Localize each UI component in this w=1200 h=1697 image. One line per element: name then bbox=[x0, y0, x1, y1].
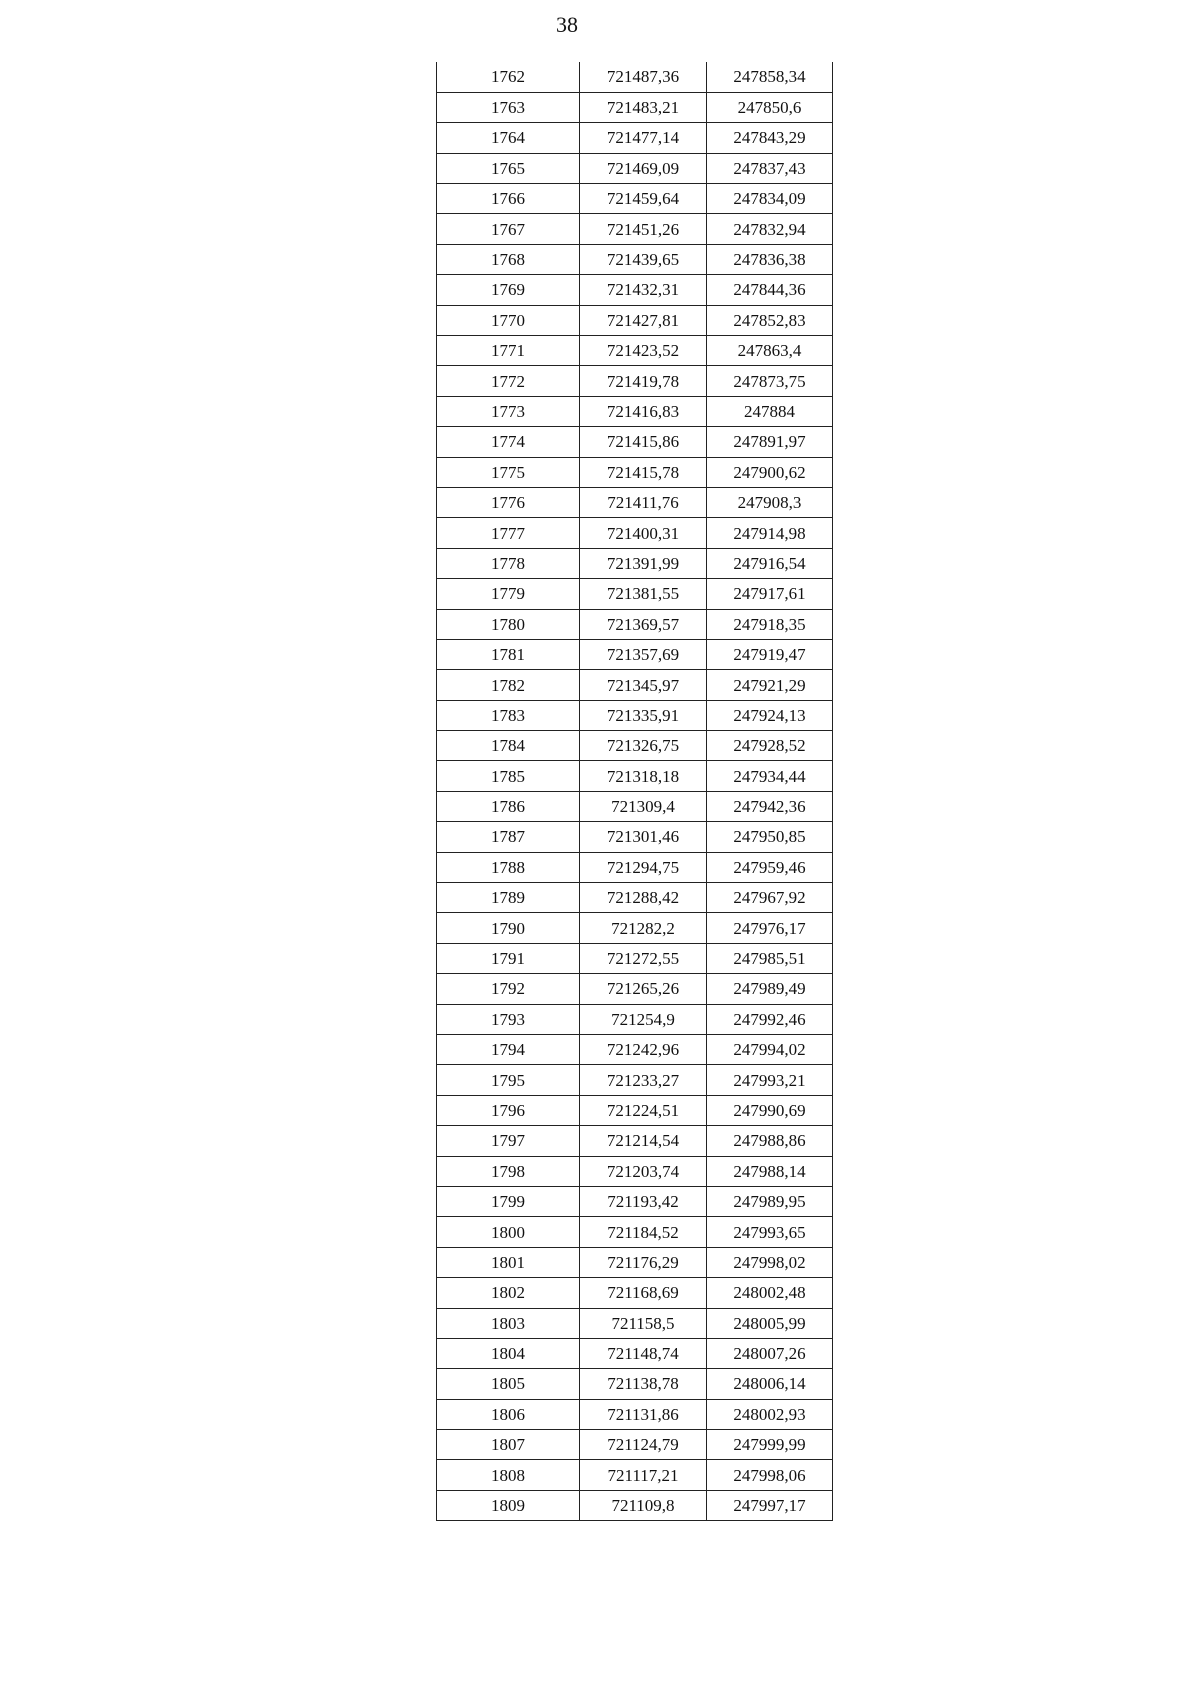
table-row bbox=[437, 609, 833, 639]
table-row bbox=[437, 852, 833, 882]
point-number-cell: 1769 bbox=[437, 275, 580, 305]
y-coordinate-cell: 247908,3 bbox=[707, 487, 833, 517]
table-row bbox=[437, 791, 833, 821]
y-coordinate-cell: 247852,83 bbox=[707, 305, 833, 335]
table-row bbox=[437, 822, 833, 852]
table-row bbox=[437, 427, 833, 457]
y-coordinate-cell: 248007,26 bbox=[707, 1338, 833, 1368]
y-coordinate-cell: 248006,14 bbox=[707, 1369, 833, 1399]
point-number-cell: 1768 bbox=[437, 244, 580, 274]
x-coordinate-cell: 721254,9 bbox=[580, 1004, 707, 1034]
point-number-cell: 1781 bbox=[437, 639, 580, 669]
y-coordinate-cell: 247919,47 bbox=[707, 639, 833, 669]
point-number-cell: 1808 bbox=[437, 1460, 580, 1490]
y-coordinate-cell: 247843,29 bbox=[707, 123, 833, 153]
point-number-cell: 1773 bbox=[437, 396, 580, 426]
y-coordinate-cell: 247999,99 bbox=[707, 1430, 833, 1460]
point-number-cell: 1785 bbox=[437, 761, 580, 791]
y-coordinate-cell: 247934,44 bbox=[707, 761, 833, 791]
table-row bbox=[437, 396, 833, 426]
table-row bbox=[437, 913, 833, 943]
y-coordinate-cell: 247863,4 bbox=[707, 336, 833, 366]
table-row bbox=[437, 123, 833, 153]
point-number-cell: 1801 bbox=[437, 1247, 580, 1277]
point-number-cell: 1774 bbox=[437, 427, 580, 457]
y-coordinate-cell: 247998,02 bbox=[707, 1247, 833, 1277]
x-coordinate-cell: 721131,86 bbox=[580, 1399, 707, 1429]
table-row bbox=[437, 1156, 833, 1186]
point-number-cell: 1763 bbox=[437, 92, 580, 122]
table-row bbox=[437, 1338, 833, 1368]
y-coordinate-cell: 247998,06 bbox=[707, 1460, 833, 1490]
y-coordinate-cell: 248002,93 bbox=[707, 1399, 833, 1429]
table-row bbox=[437, 244, 833, 274]
point-number-cell: 1779 bbox=[437, 579, 580, 609]
x-coordinate-cell: 721214,54 bbox=[580, 1126, 707, 1156]
table-row bbox=[437, 487, 833, 517]
x-coordinate-cell: 721432,31 bbox=[580, 275, 707, 305]
x-coordinate-cell: 721423,52 bbox=[580, 336, 707, 366]
point-number-cell: 1786 bbox=[437, 791, 580, 821]
x-coordinate-cell: 721138,78 bbox=[580, 1369, 707, 1399]
table-row bbox=[437, 184, 833, 214]
x-coordinate-cell: 721369,57 bbox=[580, 609, 707, 639]
table-row bbox=[437, 366, 833, 396]
table-row bbox=[437, 1430, 833, 1460]
y-coordinate-cell: 247884 bbox=[707, 396, 833, 426]
table-row bbox=[437, 639, 833, 669]
y-coordinate-cell: 247992,46 bbox=[707, 1004, 833, 1034]
x-coordinate-cell: 721318,18 bbox=[580, 761, 707, 791]
point-number-cell: 1762 bbox=[437, 62, 580, 92]
y-coordinate-cell: 248002,48 bbox=[707, 1278, 833, 1308]
y-coordinate-cell: 247994,02 bbox=[707, 1035, 833, 1065]
point-number-cell: 1795 bbox=[437, 1065, 580, 1095]
table-row bbox=[437, 579, 833, 609]
x-coordinate-cell: 721381,55 bbox=[580, 579, 707, 609]
x-coordinate-cell: 721335,91 bbox=[580, 700, 707, 730]
point-number-cell: 1792 bbox=[437, 974, 580, 1004]
table-row bbox=[437, 1490, 833, 1520]
table-row bbox=[437, 943, 833, 973]
table-row bbox=[437, 214, 833, 244]
x-coordinate-cell: 721439,65 bbox=[580, 244, 707, 274]
point-number-cell: 1798 bbox=[437, 1156, 580, 1186]
x-coordinate-cell: 721242,96 bbox=[580, 1035, 707, 1065]
x-coordinate-cell: 721184,52 bbox=[580, 1217, 707, 1247]
table-row bbox=[437, 1065, 833, 1095]
table-row bbox=[437, 92, 833, 122]
y-coordinate-cell: 247989,95 bbox=[707, 1186, 833, 1216]
point-number-cell: 1767 bbox=[437, 214, 580, 244]
point-number-cell: 1789 bbox=[437, 883, 580, 913]
y-coordinate-cell: 247900,62 bbox=[707, 457, 833, 487]
point-number-cell: 1784 bbox=[437, 731, 580, 761]
y-coordinate-cell: 247950,85 bbox=[707, 822, 833, 852]
x-coordinate-cell: 721176,29 bbox=[580, 1247, 707, 1277]
x-coordinate-cell: 721233,27 bbox=[580, 1065, 707, 1095]
x-coordinate-cell: 721203,74 bbox=[580, 1156, 707, 1186]
table-row bbox=[437, 518, 833, 548]
point-number-cell: 1777 bbox=[437, 518, 580, 548]
point-number-cell: 1804 bbox=[437, 1338, 580, 1368]
x-coordinate-cell: 721301,46 bbox=[580, 822, 707, 852]
coordinates-table bbox=[436, 62, 833, 1521]
table-row bbox=[437, 883, 833, 913]
x-coordinate-cell: 721148,74 bbox=[580, 1338, 707, 1368]
y-coordinate-cell: 247924,13 bbox=[707, 700, 833, 730]
table-row bbox=[437, 62, 833, 92]
table-row bbox=[437, 153, 833, 183]
table-row bbox=[437, 1004, 833, 1034]
y-coordinate-cell: 247928,52 bbox=[707, 731, 833, 761]
x-coordinate-cell: 721487,36 bbox=[580, 62, 707, 92]
table-row bbox=[437, 731, 833, 761]
y-coordinate-cell: 247836,38 bbox=[707, 244, 833, 274]
table-row bbox=[437, 1278, 833, 1308]
x-coordinate-cell: 721309,4 bbox=[580, 791, 707, 821]
x-coordinate-cell: 721117,21 bbox=[580, 1460, 707, 1490]
point-number-cell: 1783 bbox=[437, 700, 580, 730]
point-number-cell: 1806 bbox=[437, 1399, 580, 1429]
x-coordinate-cell: 721345,97 bbox=[580, 670, 707, 700]
y-coordinate-cell: 247988,14 bbox=[707, 1156, 833, 1186]
point-number-cell: 1803 bbox=[437, 1308, 580, 1338]
x-coordinate-cell: 721288,42 bbox=[580, 883, 707, 913]
y-coordinate-cell: 247959,46 bbox=[707, 852, 833, 882]
point-number-cell: 1790 bbox=[437, 913, 580, 943]
x-coordinate-cell: 721400,31 bbox=[580, 518, 707, 548]
point-number-cell: 1796 bbox=[437, 1095, 580, 1125]
y-coordinate-cell: 247837,43 bbox=[707, 153, 833, 183]
point-number-cell: 1780 bbox=[437, 609, 580, 639]
x-coordinate-cell: 721391,99 bbox=[580, 548, 707, 578]
point-number-cell: 1802 bbox=[437, 1278, 580, 1308]
point-number-cell: 1809 bbox=[437, 1490, 580, 1520]
point-number-cell: 1787 bbox=[437, 822, 580, 852]
y-coordinate-cell: 247976,17 bbox=[707, 913, 833, 943]
x-coordinate-cell: 721109,8 bbox=[580, 1490, 707, 1520]
y-coordinate-cell: 247993,65 bbox=[707, 1217, 833, 1247]
y-coordinate-cell: 247967,92 bbox=[707, 883, 833, 913]
x-coordinate-cell: 721411,76 bbox=[580, 487, 707, 517]
table-row bbox=[437, 336, 833, 366]
table-row bbox=[437, 700, 833, 730]
table-row bbox=[437, 548, 833, 578]
point-number-cell: 1772 bbox=[437, 366, 580, 396]
point-number-cell: 1778 bbox=[437, 548, 580, 578]
point-number-cell: 1764 bbox=[437, 123, 580, 153]
table-row bbox=[437, 275, 833, 305]
y-coordinate-cell: 247832,94 bbox=[707, 214, 833, 244]
y-coordinate-cell: 247858,34 bbox=[707, 62, 833, 92]
x-coordinate-cell: 721415,86 bbox=[580, 427, 707, 457]
x-coordinate-cell: 721415,78 bbox=[580, 457, 707, 487]
x-coordinate-cell: 721193,42 bbox=[580, 1186, 707, 1216]
x-coordinate-cell: 721124,79 bbox=[580, 1430, 707, 1460]
page-number: 38 bbox=[556, 12, 578, 37]
point-number-cell: 1782 bbox=[437, 670, 580, 700]
y-coordinate-cell: 247942,36 bbox=[707, 791, 833, 821]
table-row bbox=[437, 1399, 833, 1429]
y-coordinate-cell: 247916,54 bbox=[707, 548, 833, 578]
point-number-cell: 1794 bbox=[437, 1035, 580, 1065]
y-coordinate-cell: 247873,75 bbox=[707, 366, 833, 396]
x-coordinate-cell: 721272,55 bbox=[580, 943, 707, 973]
x-coordinate-cell: 721265,26 bbox=[580, 974, 707, 1004]
table-row bbox=[437, 1126, 833, 1156]
point-number-cell: 1788 bbox=[437, 852, 580, 882]
x-coordinate-cell: 721294,75 bbox=[580, 852, 707, 882]
y-coordinate-cell: 247914,98 bbox=[707, 518, 833, 548]
x-coordinate-cell: 721427,81 bbox=[580, 305, 707, 335]
y-coordinate-cell: 247988,86 bbox=[707, 1126, 833, 1156]
point-number-cell: 1765 bbox=[437, 153, 580, 183]
x-coordinate-cell: 721469,09 bbox=[580, 153, 707, 183]
x-coordinate-cell: 721282,2 bbox=[580, 913, 707, 943]
y-coordinate-cell: 247989,49 bbox=[707, 974, 833, 1004]
point-number-cell: 1797 bbox=[437, 1126, 580, 1156]
table-row bbox=[437, 305, 833, 335]
point-number-cell: 1793 bbox=[437, 1004, 580, 1034]
table-row bbox=[437, 670, 833, 700]
table-row bbox=[437, 974, 833, 1004]
x-coordinate-cell: 721224,51 bbox=[580, 1095, 707, 1125]
x-coordinate-cell: 721451,26 bbox=[580, 214, 707, 244]
table-row bbox=[437, 761, 833, 791]
x-coordinate-cell: 721477,14 bbox=[580, 123, 707, 153]
y-coordinate-cell: 248005,99 bbox=[707, 1308, 833, 1338]
table-row bbox=[437, 1095, 833, 1125]
table-row bbox=[437, 1217, 833, 1247]
y-coordinate-cell: 247921,29 bbox=[707, 670, 833, 700]
y-coordinate-cell: 247850,6 bbox=[707, 92, 833, 122]
coordinates-table-body bbox=[437, 62, 833, 1521]
table-row bbox=[437, 1247, 833, 1277]
table-row bbox=[437, 1460, 833, 1490]
table-row bbox=[437, 1035, 833, 1065]
x-coordinate-cell: 721459,64 bbox=[580, 184, 707, 214]
y-coordinate-cell: 247993,21 bbox=[707, 1065, 833, 1095]
y-coordinate-cell: 247834,09 bbox=[707, 184, 833, 214]
point-number-cell: 1800 bbox=[437, 1217, 580, 1247]
x-coordinate-cell: 721483,21 bbox=[580, 92, 707, 122]
y-coordinate-cell: 247844,36 bbox=[707, 275, 833, 305]
table-row bbox=[437, 1186, 833, 1216]
y-coordinate-cell: 247990,69 bbox=[707, 1095, 833, 1125]
point-number-cell: 1775 bbox=[437, 457, 580, 487]
point-number-cell: 1805 bbox=[437, 1369, 580, 1399]
point-number-cell: 1807 bbox=[437, 1430, 580, 1460]
y-coordinate-cell: 247985,51 bbox=[707, 943, 833, 973]
y-coordinate-cell: 247918,35 bbox=[707, 609, 833, 639]
point-number-cell: 1770 bbox=[437, 305, 580, 335]
table-row bbox=[437, 457, 833, 487]
x-coordinate-cell: 721168,69 bbox=[580, 1278, 707, 1308]
x-coordinate-cell: 721326,75 bbox=[580, 731, 707, 761]
x-coordinate-cell: 721419,78 bbox=[580, 366, 707, 396]
y-coordinate-cell: 247917,61 bbox=[707, 579, 833, 609]
table-row bbox=[437, 1308, 833, 1338]
y-coordinate-cell: 247997,17 bbox=[707, 1490, 833, 1520]
point-number-cell: 1771 bbox=[437, 336, 580, 366]
x-coordinate-cell: 721416,83 bbox=[580, 396, 707, 426]
point-number-cell: 1799 bbox=[437, 1186, 580, 1216]
x-coordinate-cell: 721357,69 bbox=[580, 639, 707, 669]
y-coordinate-cell: 247891,97 bbox=[707, 427, 833, 457]
point-number-cell: 1776 bbox=[437, 487, 580, 517]
x-coordinate-cell: 721158,5 bbox=[580, 1308, 707, 1338]
point-number-cell: 1791 bbox=[437, 943, 580, 973]
table-row bbox=[437, 1369, 833, 1399]
point-number-cell: 1766 bbox=[437, 184, 580, 214]
